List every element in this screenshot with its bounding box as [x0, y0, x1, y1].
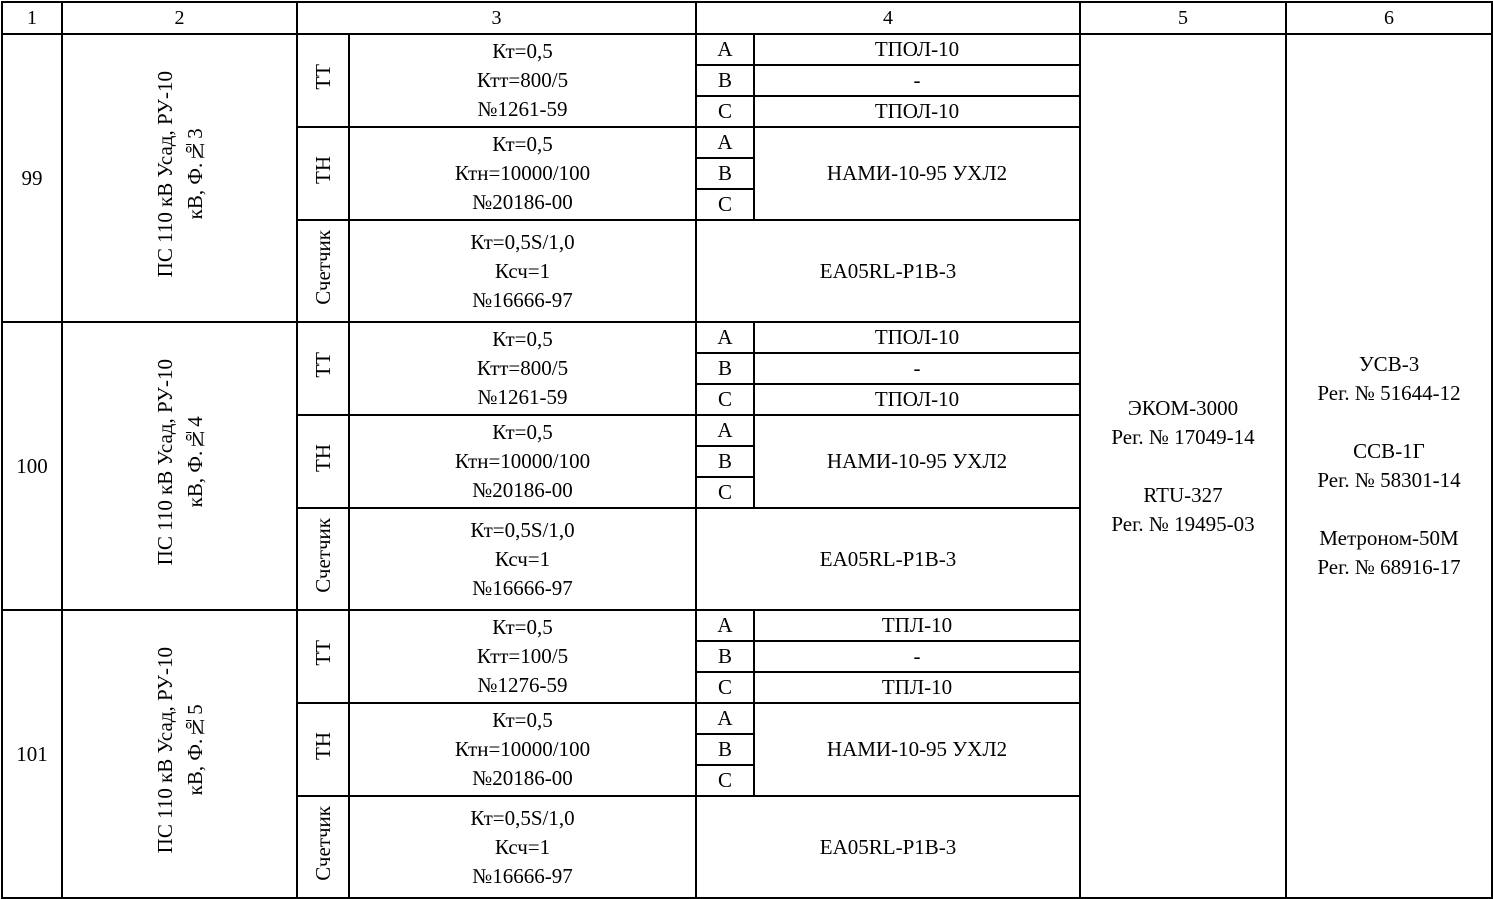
- tn-phase: B: [696, 734, 754, 765]
- tt-label: ТТ: [311, 639, 335, 666]
- header-col-3: 3: [297, 2, 696, 34]
- tn-type: НАМИ-10-95 УХЛ2: [754, 703, 1080, 796]
- tn-phase: B: [696, 446, 754, 477]
- header-col-2: 2: [62, 2, 297, 34]
- tn-phase: A: [696, 127, 754, 158]
- meter-label: Счетчик: [311, 805, 335, 881]
- tn-phase: A: [696, 703, 754, 734]
- tn-phase: C: [696, 765, 754, 796]
- object-name-cell: [62, 610, 297, 898]
- point-number: 101: [2, 610, 62, 898]
- tt-type: -: [754, 65, 1080, 96]
- meter-params: Кт=0,5S/1,0 Ксч=1 №16666-97: [349, 508, 696, 610]
- tt-label: ТТ: [311, 63, 335, 90]
- meter-type: EA05RL-P1B-3: [696, 508, 1080, 610]
- tn-label: ТН: [311, 443, 335, 472]
- object-name: ПС 110 кВ Усад, РУ-10 кВ, Ф.№5: [152, 646, 207, 854]
- point-number: 99: [2, 34, 62, 322]
- meter-type: EA05RL-P1B-3: [696, 796, 1080, 898]
- tt-phase: C: [696, 384, 754, 415]
- tt-type: ТПЛ-10: [754, 672, 1080, 703]
- tt-params: Кт=0,5 Ктт=100/5 №1276-59: [349, 610, 696, 703]
- header-col-4: 4: [696, 2, 1080, 34]
- tt-type: ТПОЛ-10: [754, 384, 1080, 415]
- object-name-cell: [62, 322, 297, 610]
- tn-label: ТН: [311, 731, 335, 760]
- object-name: ПС 110 кВ Усад, РУ-10 кВ, Ф.№4: [152, 358, 207, 566]
- header-col-6: 6: [1286, 2, 1492, 34]
- tt-phase: C: [696, 672, 754, 703]
- tt-phase: A: [696, 322, 754, 353]
- tt-phase: B: [696, 641, 754, 672]
- controller-info: ЭКОМ-3000 Рег. № 17049-14 RTU-327 Рег. № 19495-03: [1080, 34, 1286, 898]
- meter-params: Кт=0,5S/1,0 Ксч=1 №16666-97: [349, 220, 696, 322]
- tt-params: Кт=0,5 Ктт=800/5 №1261-59: [349, 322, 696, 415]
- meter-label-cell: [297, 796, 349, 898]
- tt-phase: B: [696, 353, 754, 384]
- table-row: [2, 34, 1492, 65]
- tn-phase: C: [696, 189, 754, 220]
- meter-type: EA05RL-P1B-3: [696, 220, 1080, 322]
- tt-params: Кт=0,5 Ктт=800/5 №1261-59: [349, 34, 696, 127]
- tn-phase: A: [696, 415, 754, 446]
- tt-label-cell: [297, 34, 349, 127]
- header-col-1: 1: [2, 2, 62, 34]
- tt-type: ТПОЛ-10: [754, 96, 1080, 127]
- tt-type: ТПОЛ-10: [754, 322, 1080, 353]
- tn-params: Кт=0,5 Ктн=10000/100 №20186-00: [349, 127, 696, 220]
- tn-label-cell: [297, 703, 349, 796]
- point-number: 100: [2, 322, 62, 610]
- tn-label: ТН: [311, 155, 335, 184]
- tn-type: НАМИ-10-95 УХЛ2: [754, 415, 1080, 508]
- tt-phase: A: [696, 34, 754, 65]
- tn-label-cell: [297, 127, 349, 220]
- tt-type: ТПОЛ-10: [754, 34, 1080, 65]
- header-row: [2, 2, 1492, 34]
- tn-type: НАМИ-10-95 УХЛ2: [754, 127, 1080, 220]
- meter-label: Счетчик: [311, 229, 335, 305]
- tt-label-cell: [297, 322, 349, 415]
- tn-phase: B: [696, 158, 754, 189]
- tn-phase: C: [696, 477, 754, 508]
- time-sync-info: УСВ-3 Рег. № 51644-12 ССВ-1Г Рег. № 58301-14 Метроном-50М Рег. № 68916-17: [1286, 34, 1492, 898]
- meter-label: Счетчик: [311, 517, 335, 593]
- tt-type: ТПЛ-10: [754, 610, 1080, 641]
- header-col-5: 5: [1080, 2, 1286, 34]
- tt-type: -: [754, 353, 1080, 384]
- tt-label-cell: [297, 610, 349, 703]
- tn-params: Кт=0,5 Ктн=10000/100 №20186-00: [349, 703, 696, 796]
- meter-label-cell: [297, 220, 349, 322]
- object-name: ПС 110 кВ Усад, РУ-10 кВ, Ф.№3: [152, 70, 207, 278]
- meter-params: Кт=0,5S/1,0 Ксч=1 №16666-97: [349, 796, 696, 898]
- tt-phase: A: [696, 610, 754, 641]
- tn-label-cell: [297, 415, 349, 508]
- meter-label-cell: [297, 508, 349, 610]
- tt-phase: C: [696, 96, 754, 127]
- tn-params: Кт=0,5 Ктн=10000/100 №20186-00: [349, 415, 696, 508]
- measurement-table: [1, 1, 1493, 899]
- tt-phase: B: [696, 65, 754, 96]
- object-name-cell: [62, 34, 297, 322]
- tt-label: ТТ: [311, 351, 335, 378]
- tt-type: -: [754, 641, 1080, 672]
